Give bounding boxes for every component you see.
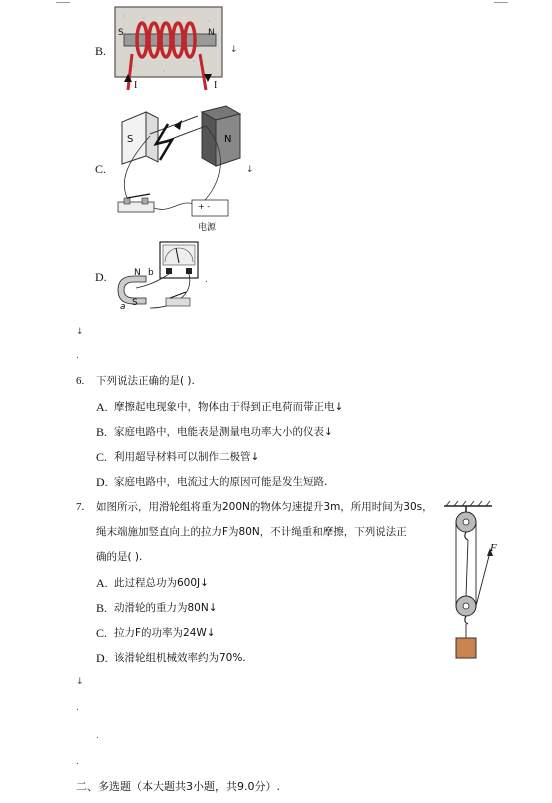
paragraph-mark: . [76, 757, 79, 767]
q6-number: 6. [76, 375, 85, 387]
q6-option-c-label: C. [96, 450, 108, 464]
q6-option-c-text: 利用超导材料可以制作二极管↓ [114, 451, 260, 463]
q7-option-d-text: 该滑轮组机械效率约为70%. [114, 652, 246, 664]
paragraph-mark: ↓ [76, 327, 84, 337]
q6-option-d-label: D. [96, 475, 108, 489]
q7-number: 7. [76, 501, 85, 513]
q6-option-a-label: A. [96, 400, 108, 414]
q7-option-b-label: B. [96, 601, 108, 615]
magnet-s-label: S [127, 134, 134, 145]
q7-option-c-label: C. [96, 626, 108, 640]
magnet-circuit-figure [110, 104, 246, 234]
galvanometer-s-label: S [132, 298, 138, 308]
paragraph-mark: ↓ [76, 677, 84, 687]
paragraph-mark: . [96, 731, 99, 741]
section-2-title: 二、多选题（本大题共3小题，共9.0分）. [76, 780, 280, 793]
q7-stem-line-2: 绳末端施加竖直向上的拉力F为80N，不计绳重和摩擦，下列说法正 [96, 526, 407, 538]
paragraph-mark: . [76, 351, 79, 361]
galvanometer-b-label: b [148, 268, 154, 278]
q7-option-a-label: A. [96, 576, 108, 590]
q7-stem-line-3: 确的是( ). [96, 551, 143, 563]
coil-figure [114, 6, 224, 96]
page-corner-mark-left [56, 2, 70, 3]
q6-option-b-text: 家庭电路中，电能表是测量电功率大小的仪表↓ [114, 426, 333, 438]
option-c-mark: ↓ [246, 165, 254, 175]
galvanometer-n-label: N [134, 268, 141, 278]
q7-option-a-text: 此过程总功为600J↓ [114, 577, 209, 589]
galvanometer-a-label: a [120, 302, 126, 312]
option-d-label: D. [95, 270, 107, 284]
option-c-label: C. [95, 162, 107, 176]
q6-stem: 下列说法正确的是( ). [96, 375, 195, 387]
option-b-mark: ↓ [230, 45, 238, 55]
option-b-label: B. [95, 44, 107, 58]
q6-option-d-text: 家庭电路中，电流过大的原因可能是发生短路. [114, 476, 328, 488]
coil-n-label: N [208, 28, 215, 38]
coil-current-right-label: I [214, 80, 218, 91]
q7-stem-line-1: 如图所示，用滑轮组将重为200N的物体匀速提升3m，所用时间为30s， [96, 501, 433, 513]
pulley-figure [432, 500, 504, 662]
galvanometer-figure [114, 240, 204, 316]
q6-option-b-label: B. [96, 425, 108, 439]
q7-option-d-label: D. [96, 651, 108, 665]
q6-option-a-text: 摩擦起电现象中，物体由于得到正电荷而带正电↓ [114, 401, 344, 413]
option-d-mark: . [205, 275, 208, 285]
page-corner-mark-right [494, 2, 508, 3]
coil-current-left-label: I [134, 80, 138, 91]
q7-option-b-text: 动滑轮的重力为80N↓ [114, 602, 218, 614]
paragraph-mark: . [76, 703, 79, 713]
coil-s-label: S [118, 28, 124, 38]
magnet-n-label: N [224, 134, 232, 145]
power-source-caption: 电源 [198, 223, 217, 233]
q7-option-c-text: 拉力F的功率为24W↓ [114, 627, 216, 639]
battery-terminals-label: + - [198, 202, 211, 211]
pulley-force-label: F [490, 542, 497, 554]
